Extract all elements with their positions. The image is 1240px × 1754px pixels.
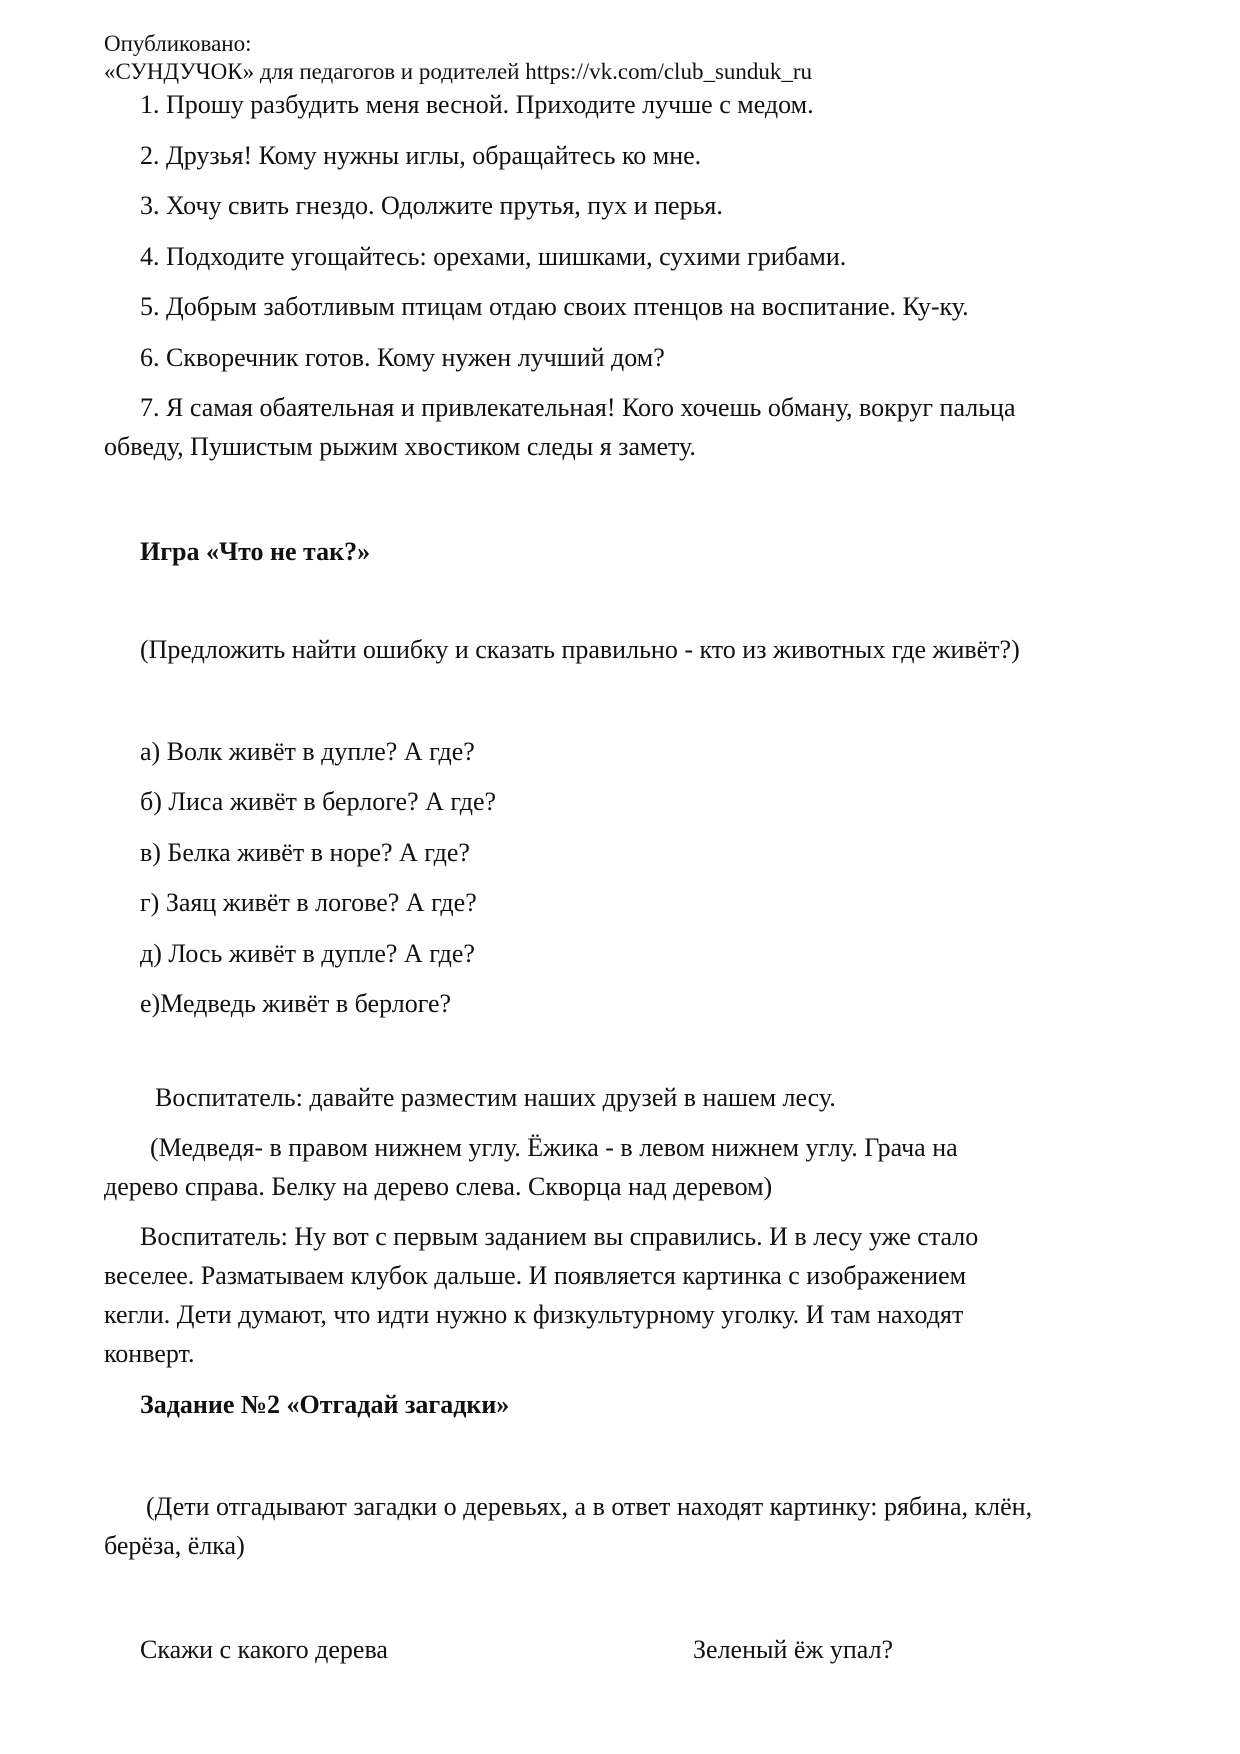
game-instruction: (Предложить найти ошибку и сказать правильно - кто из животных где живёт?) (140, 635, 1020, 664)
riddle-7-line-1: 7. Я самая обаятельная и привлекательная! Кого хочешь обману, вокруг пальца (140, 393, 1016, 422)
source-line: «СУНДУЧОК» для педагогов и родителей https://vk.com/club_sunduk_ru (104, 59, 813, 84)
teacher2-line-3: кегли. Дети думают, что идти нужно к физкультурному уголку. И там находят (104, 1300, 964, 1329)
riddle-1: 1. Прошу разбудить меня весной. Приходите лучше с медом. (140, 90, 814, 119)
riddle-3: 3. Хочу свить гнездо. Одолжите прутья, пух и перья. (140, 191, 723, 220)
riddle-6: 6. Скворечник готов. Кому нужен лучший дом? (140, 343, 665, 372)
teacher2-line-1: Воспитатель: Ну вот с первым заданием вы справились. И в лесу уже стало (140, 1222, 979, 1251)
riddle-4: 4. Подходите угощайтесь: орехами, шишками, сухими грибами. (140, 242, 847, 271)
question-e: д) Лось живёт в дупле? А где? (140, 939, 475, 968)
placement-line-1: (Медведя- в правом нижнем углу. Ёжика - в левом нижнем углу. Грача на (150, 1133, 958, 1162)
published-label: Опубликовано: (104, 31, 252, 56)
game-title: Игра «Что не так?» (140, 537, 371, 566)
riddle-5: 5. Добрым заботливым птицам отдаю своих птенцов на воспитание. Ку-ку. (140, 292, 969, 321)
task2-title: Задание №2 «Отгадай загадки» (140, 1390, 510, 1419)
question-d: г) Заяц живёт в логове? А где? (140, 888, 477, 917)
teacher-line-1: Воспитатель: давайте разместим наших друзей в нашем лесу. (155, 1083, 836, 1112)
bottom-riddle-left: Скажи с какого дерева (140, 1635, 388, 1664)
question-a: а) Волк живёт в дупле? А где? (140, 737, 475, 766)
placement-line-2: дерево справа. Белку на дерево слева. Скворца над деревом) (104, 1172, 773, 1201)
task2-line-2: берёза, ёлка) (104, 1531, 245, 1560)
question-c: в) Белка живёт в норе? А где? (140, 838, 470, 867)
teacher2-line-2: веселее. Разматываем клубок дальше. И появляется картинка с изображением (104, 1261, 967, 1290)
riddle-2: 2. Друзья! Кому нужны иглы, обращайтесь ко мне. (140, 141, 702, 170)
riddle-7-line-2: обведу, Пушистым рыжим хвостиком следы я замету. (104, 432, 696, 461)
question-b: б) Лиса живёт в берлоге? А где? (140, 787, 497, 816)
question-f: е)Медведь живёт в берлоге? (140, 989, 452, 1018)
task2-line-1: (Дети отгадывают загадки о деревьях, а в ответ находят картинку: рябина, клён, (146, 1492, 1033, 1521)
bottom-riddle-right: Зеленый ёж упал? (693, 1635, 894, 1664)
teacher2-line-4: конверт. (104, 1339, 195, 1368)
